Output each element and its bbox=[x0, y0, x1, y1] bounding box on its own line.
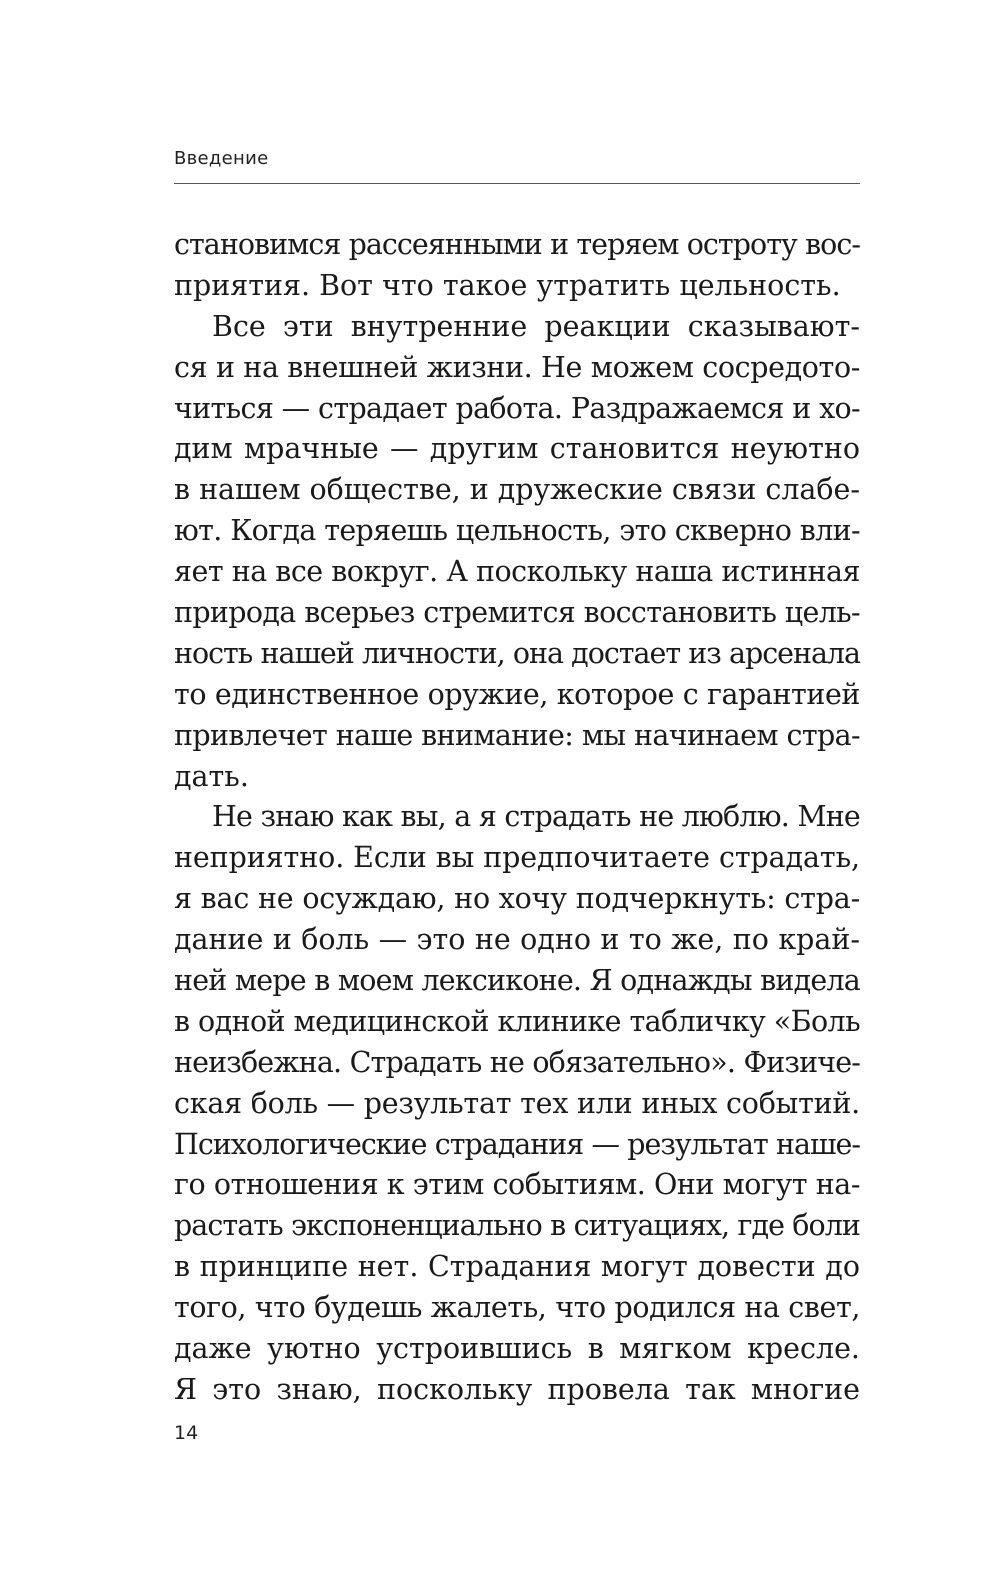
text-line: даже уютно устроившись в мягком кресле. bbox=[174, 1332, 860, 1366]
text-line: ют. Когда теряешь цельность, это скверно вли- bbox=[174, 514, 860, 548]
text-line: Психологические страдания — результат наше- bbox=[174, 1127, 860, 1161]
text-line: дание и боль — это не одно и то же, по край- bbox=[174, 923, 860, 957]
text-line: в принципе нет. Страдания могут довести до bbox=[174, 1250, 860, 1284]
text-line: ся и на внешней жизни. Не можем сосредото- bbox=[174, 350, 860, 384]
text-line: яет на все вокруг. А поскольку наша истинная bbox=[174, 555, 860, 589]
text-line: дим мрачные — другим становится неуютно bbox=[174, 432, 860, 466]
text-line: неизбежна. Страдать не обязательно». Физиче- bbox=[174, 1045, 860, 1079]
text-line: в одной медицинской клинике табличку «Боль bbox=[174, 1004, 860, 1038]
text-line: в нашем обществе, и дружеские связи слабе- bbox=[174, 473, 860, 507]
text-line: ность нашей личности, она достает из арсенала bbox=[174, 636, 860, 670]
text-line: дать. bbox=[174, 759, 249, 793]
text-line: то единственное оружие, которое с гарантией bbox=[174, 677, 860, 711]
text-line: го отношения к этим событиям. Они могут на- bbox=[174, 1168, 860, 1202]
text-line: привлечет наше внимание: мы начинаем стра- bbox=[174, 718, 860, 752]
text-line: ская боль — результат тех или иных событий. bbox=[174, 1086, 860, 1120]
text-line: читься — страдает работа. Раздражаемся и хо- bbox=[174, 391, 860, 425]
header-rule bbox=[174, 183, 860, 184]
text-line: Все эти внутренние реакции сказывают- bbox=[212, 309, 860, 343]
page-number: 14 bbox=[174, 1422, 199, 1444]
body-text bbox=[174, 225, 860, 1411]
running-head-title: Введение bbox=[174, 148, 269, 169]
text-line: Я это знаю, поскольку провела так многие bbox=[174, 1372, 860, 1406]
text-line: я вас не осуждаю, но хочу подчеркнуть: стра- bbox=[174, 882, 860, 916]
text-line: становимся рассеянными и теряем остроту вос- bbox=[174, 228, 860, 261]
text-line: природа всерьез стремится восстановить цель- bbox=[174, 596, 860, 630]
text-line: Не знаю как вы, а я страдать не люблю. Мне bbox=[212, 800, 860, 834]
text-line: неприятно. Если вы предпочитаете страдать, bbox=[174, 841, 860, 875]
text-line: того, что будешь жалеть, что родился на свет, bbox=[174, 1291, 860, 1325]
text-line: ней мере в моем лексиконе. Я однажды видела bbox=[174, 964, 860, 998]
text-line: приятия. Вот что такое утратить цельность. bbox=[174, 268, 841, 302]
text-line: растать экспоненциально в ситуациях, где боли bbox=[174, 1209, 860, 1243]
